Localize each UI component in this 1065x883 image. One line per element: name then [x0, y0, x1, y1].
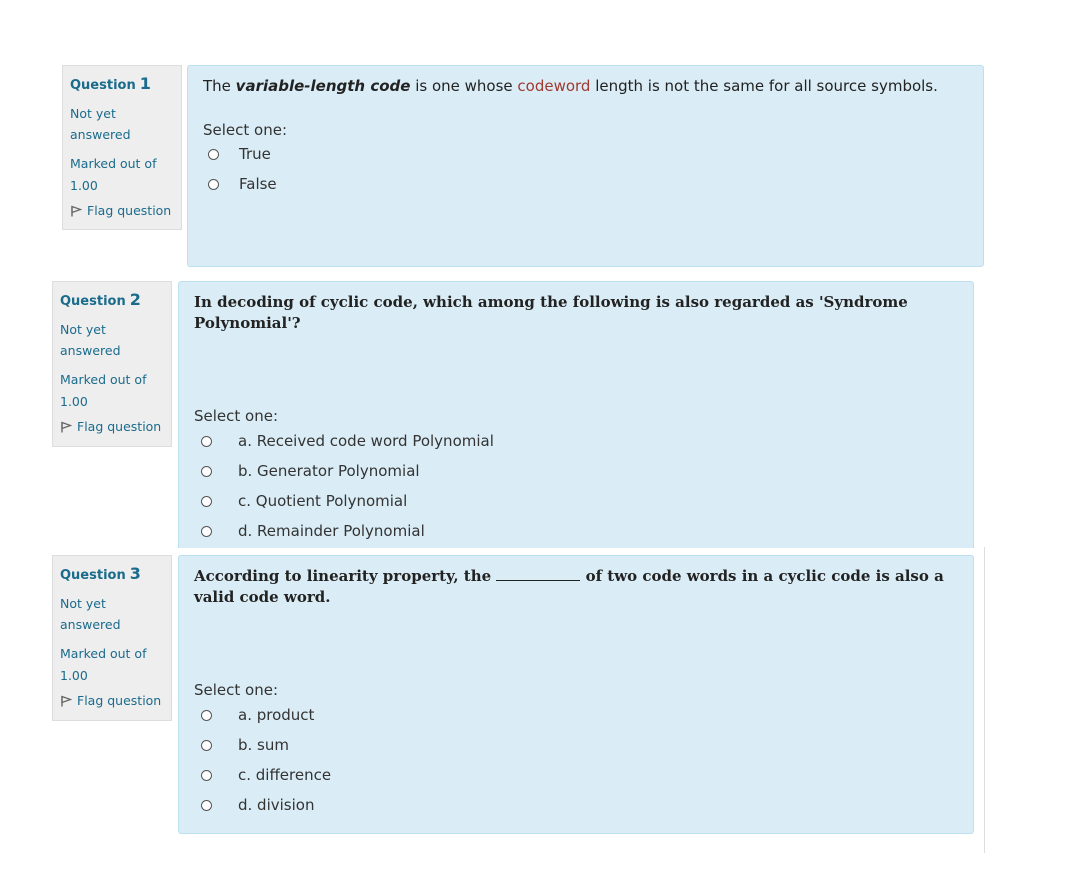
- answer-option[interactable]: [201, 796, 314, 814]
- radio-button[interactable]: [201, 466, 212, 477]
- question-label: Question: [60, 568, 126, 583]
- answer-option-label: a. Received code word Polynomial: [238, 432, 494, 450]
- question-text-part: According to linearity property, the: [194, 567, 497, 585]
- answer-option-label: c. Quotient Polynomial: [238, 492, 408, 510]
- select-one-prompt: Select one:: [194, 681, 279, 699]
- flag-icon: [70, 205, 82, 217]
- question-info-2: [52, 281, 172, 447]
- question-state: Not yet answered: [70, 106, 131, 142]
- question-number: 2: [129, 290, 141, 309]
- question-grade: Marked out of 1.00: [60, 646, 147, 683]
- radio-button[interactable]: [208, 179, 219, 190]
- question-grade: Marked out of 1.00: [60, 372, 147, 409]
- radio-button[interactable]: [201, 526, 212, 537]
- answer-option[interactable]: [208, 175, 277, 193]
- page-edge-divider: [984, 547, 985, 853]
- question-text: [203, 76, 973, 97]
- answer-option[interactable]: [201, 766, 331, 784]
- question-info-1: [62, 65, 182, 230]
- answer-option[interactable]: [201, 736, 289, 754]
- answer-option-label: b. Generator Polynomial: [238, 462, 420, 480]
- radio-button[interactable]: [201, 710, 212, 721]
- radio-button[interactable]: [201, 800, 212, 811]
- question-info-3: [52, 555, 172, 721]
- flag-icon: [60, 695, 72, 707]
- question-grade: Marked out of 1.00: [70, 156, 157, 193]
- question-text-emphasis: variable-length code: [235, 77, 411, 95]
- answer-option[interactable]: [208, 145, 271, 163]
- answer-option[interactable]: [201, 522, 425, 540]
- select-one-prompt: Select one:: [203, 121, 288, 139]
- answer-option-label: c. difference: [238, 766, 332, 784]
- glossary-link-codeword[interactable]: codeword: [517, 77, 591, 95]
- flag-question-label: Flag question: [77, 419, 162, 434]
- question-heading: [60, 290, 164, 309]
- question-text: [194, 566, 954, 608]
- question-heading: [70, 74, 174, 93]
- answer-option-label: d. Remainder Polynomial: [238, 522, 425, 540]
- question-number: 1: [139, 74, 151, 93]
- question-label: Question: [70, 78, 136, 93]
- answer-option-label: True: [239, 145, 271, 163]
- flag-question-label: Flag question: [77, 693, 162, 708]
- fill-in-blank: [496, 567, 580, 581]
- answer-option-label: False: [239, 175, 277, 193]
- answer-option-label: a. product: [238, 706, 315, 724]
- answer-option[interactable]: [201, 462, 420, 480]
- question-content-1: [187, 65, 984, 267]
- answer-option-label: b. sum: [238, 736, 289, 754]
- question-text: In decoding of cyclic code, which among the following is also regarded as 'Syndrome Polynomial'?: [194, 293, 908, 332]
- question-label: Question: [60, 294, 126, 309]
- flag-question-button[interactable]: [60, 419, 164, 434]
- question-text-part: length is not the same for all source symbols.: [590, 77, 938, 95]
- question-content-3: [178, 555, 974, 834]
- question-state: Not yet answered: [60, 596, 121, 632]
- question-content-2: [178, 281, 974, 548]
- flag-icon: [60, 421, 72, 433]
- question-text-part: is one whose: [410, 77, 518, 95]
- radio-button[interactable]: [201, 740, 212, 751]
- question-number: 3: [129, 564, 141, 583]
- question-text-part: The: [203, 77, 236, 95]
- radio-button[interactable]: [201, 436, 212, 447]
- radio-button[interactable]: [201, 770, 212, 781]
- question-heading: [60, 564, 164, 583]
- question-text-part: of two code words in a cyclic code is also a valid code word.: [194, 567, 944, 606]
- answer-option[interactable]: [201, 492, 407, 510]
- answer-option[interactable]: [201, 706, 314, 724]
- select-one-prompt: Select one:: [194, 407, 279, 425]
- question-state: Not yet answered: [60, 322, 121, 358]
- flag-question-label: Flag question: [87, 203, 172, 218]
- radio-button[interactable]: [201, 496, 212, 507]
- flag-question-button[interactable]: [60, 693, 164, 708]
- answer-option-label: d. division: [238, 796, 315, 814]
- answer-option[interactable]: [201, 432, 494, 450]
- flag-question-button[interactable]: [70, 203, 174, 218]
- radio-button[interactable]: [208, 149, 219, 160]
